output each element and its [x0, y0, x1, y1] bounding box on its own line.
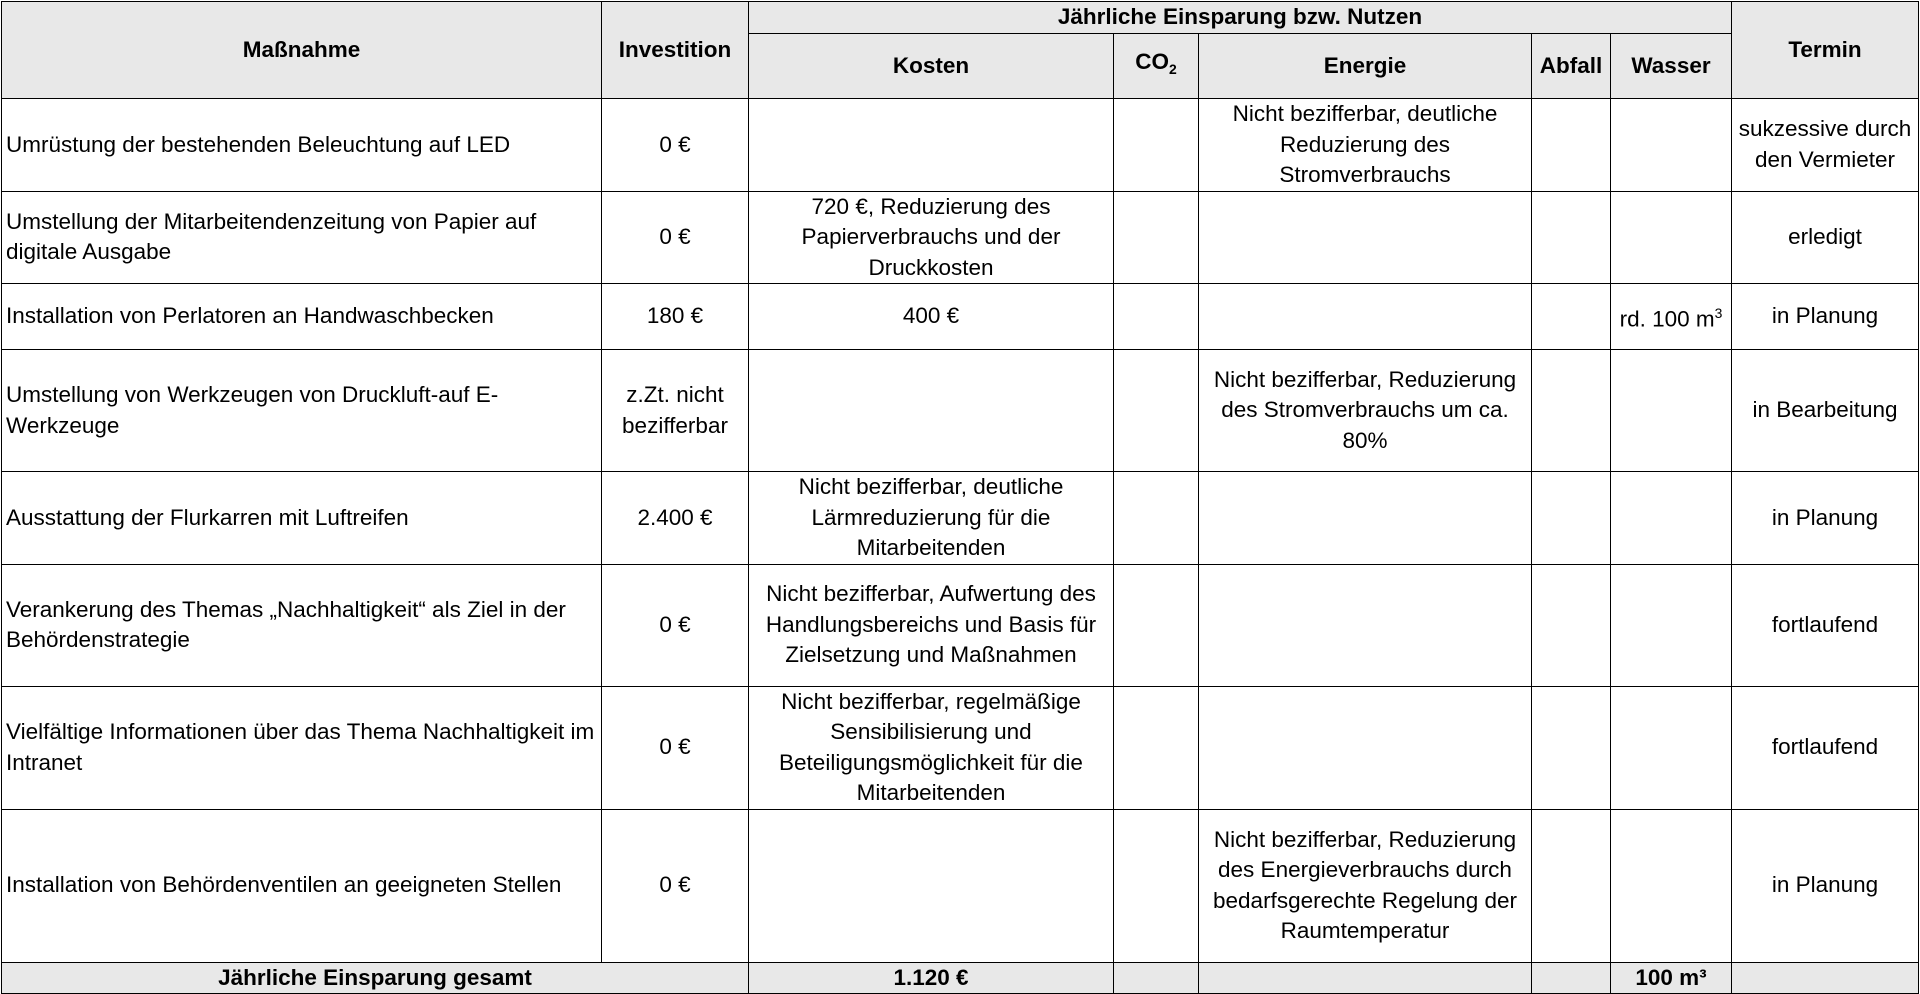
cell-wasser [1611, 350, 1732, 472]
header-termin: Termin [1732, 2, 1919, 99]
cell-termin: in Planung [1732, 472, 1919, 565]
cell-co2 [1114, 809, 1199, 962]
cell-abfall [1532, 99, 1611, 192]
cell-energie: Nicht bezifferbar, deutliche Reduzierung des Stromverbrauchs [1199, 99, 1532, 192]
cell-energie: Nicht bezifferbar, Reduzierung des Stromverbrauchs um ca. 80% [1199, 350, 1532, 472]
cell-energie [1199, 191, 1532, 284]
cell-wasser-value: rd. 100 m [1619, 306, 1715, 332]
cell-co2 [1114, 350, 1199, 472]
cell-wasser [1611, 564, 1732, 686]
total-kosten: 1.120 € [749, 962, 1114, 994]
table-row [2, 472, 1919, 565]
cell-kosten [749, 350, 1114, 472]
cell-termin: fortlaufend [1732, 686, 1919, 809]
cell-abfall [1532, 809, 1611, 962]
cell-termin: in Planung [1732, 284, 1919, 350]
cell-co2 [1114, 472, 1199, 565]
cell-massnahme: Vielfältige Informationen über das Thema Nachhaltigkeit im Intranet [2, 686, 602, 809]
cell-co2 [1114, 99, 1199, 192]
cell-massnahme: Verankerung des Themas „Nachhaltigkeit“ als Ziel in der Behördenstrategie [2, 564, 602, 686]
cell-wasser-superscript: 3 [1714, 305, 1723, 322]
cell-kosten: Nicht bezifferbar, Aufwertung des Handlungsbereichs und Basis für Zielsetzung und Maßnahmen [749, 564, 1114, 686]
cell-co2 [1114, 284, 1199, 350]
cell-energie: Nicht bezifferbar, Reduzierung des Energieverbrauchs durch bedarfsgerechte Regelung der Raumtemperatur [1199, 809, 1532, 962]
header-co2 [1114, 34, 1199, 99]
table-row [2, 284, 1919, 350]
cell-co2 [1114, 564, 1199, 686]
table-row [2, 350, 1919, 472]
cell-abfall [1532, 284, 1611, 350]
cell-investition: 0 € [602, 564, 749, 686]
cell-kosten: Nicht bezifferbar, deutliche Lärmreduzierung für die Mitarbeitenden [749, 472, 1114, 565]
header-investition: Investition [602, 2, 749, 99]
table-row [2, 809, 1919, 962]
cell-wasser [1611, 99, 1732, 192]
header-savings-group: Jährliche Einsparung bzw. Nutzen [749, 2, 1732, 34]
cell-abfall [1532, 686, 1611, 809]
header-abfall: Abfall [1532, 34, 1611, 99]
cell-abfall [1532, 191, 1611, 284]
cell-massnahme: Installation von Perlatoren an Handwaschbecken [2, 284, 602, 350]
cell-investition: 0 € [602, 99, 749, 192]
cell-termin: fortlaufend [1732, 564, 1919, 686]
header-massnahme: Maßnahme [2, 2, 602, 99]
header-kosten: Kosten [749, 34, 1114, 99]
table-row [2, 99, 1919, 192]
total-abfall [1532, 962, 1611, 994]
cell-massnahme: Umrüstung der bestehenden Beleuchtung auf LED [2, 99, 602, 192]
total-co2 [1114, 962, 1199, 994]
cell-co2 [1114, 191, 1199, 284]
cell-massnahme: Umstellung von Werkzeugen von Druckluft-auf E-Werkzeuge [2, 350, 602, 472]
header-row-top [2, 2, 1919, 34]
header-co2-subscript: 2 [1168, 61, 1177, 78]
cell-termin: erledigt [1732, 191, 1919, 284]
cell-abfall [1532, 350, 1611, 472]
cell-abfall [1532, 564, 1611, 686]
cell-kosten: Nicht bezifferbar, regelmäßige Sensibilisierung und Beteiligungsmöglichkeit für die Mitarbeitenden [749, 686, 1114, 809]
cell-massnahme: Installation von Behördenventilen an geeigneten Stellen [2, 809, 602, 962]
cell-investition: 0 € [602, 686, 749, 809]
measures-table [1, 1, 1919, 994]
cell-kosten: 400 € [749, 284, 1114, 350]
cell-investition: z.Zt. nicht bezifferbar [602, 350, 749, 472]
cell-investition: 0 € [602, 191, 749, 284]
cell-investition: 180 € [602, 284, 749, 350]
total-label: Jährliche Einsparung gesamt [2, 962, 749, 994]
cell-massnahme: Ausstattung der Flurkarren mit Luftreifen [2, 472, 602, 565]
cell-investition: 2.400 € [602, 472, 749, 565]
cell-wasser [1611, 191, 1732, 284]
cell-massnahme: Umstellung der Mitarbeitendenzeitung von Papier auf digitale Ausgabe [2, 191, 602, 284]
total-energie [1199, 962, 1532, 994]
total-wasser: 100 m³ [1611, 962, 1732, 994]
cell-kosten [749, 99, 1114, 192]
cell-energie [1199, 284, 1532, 350]
cell-energie [1199, 564, 1532, 686]
cell-wasser [1611, 284, 1732, 350]
cell-kosten: 720 €, Reduzierung des Papierverbrauchs und der Druckkosten [749, 191, 1114, 284]
cell-abfall [1532, 472, 1611, 565]
table-row [2, 191, 1919, 284]
cell-wasser [1611, 809, 1732, 962]
header-energie: Energie [1199, 34, 1532, 99]
table-row [2, 564, 1919, 686]
cell-wasser [1611, 472, 1732, 565]
cell-termin: sukzessive durch den Vermieter [1732, 99, 1919, 192]
cell-termin: in Bearbeitung [1732, 350, 1919, 472]
cell-wasser [1611, 686, 1732, 809]
table-row [2, 686, 1919, 809]
cell-co2 [1114, 686, 1199, 809]
cell-kosten [749, 809, 1114, 962]
cell-termin: in Planung [1732, 809, 1919, 962]
header-wasser: Wasser [1611, 34, 1732, 99]
cell-investition: 0 € [602, 809, 749, 962]
header-co2-base: CO [1135, 49, 1169, 75]
total-row [2, 962, 1919, 994]
cell-energie [1199, 686, 1532, 809]
cell-energie [1199, 472, 1532, 565]
total-termin [1732, 962, 1919, 994]
